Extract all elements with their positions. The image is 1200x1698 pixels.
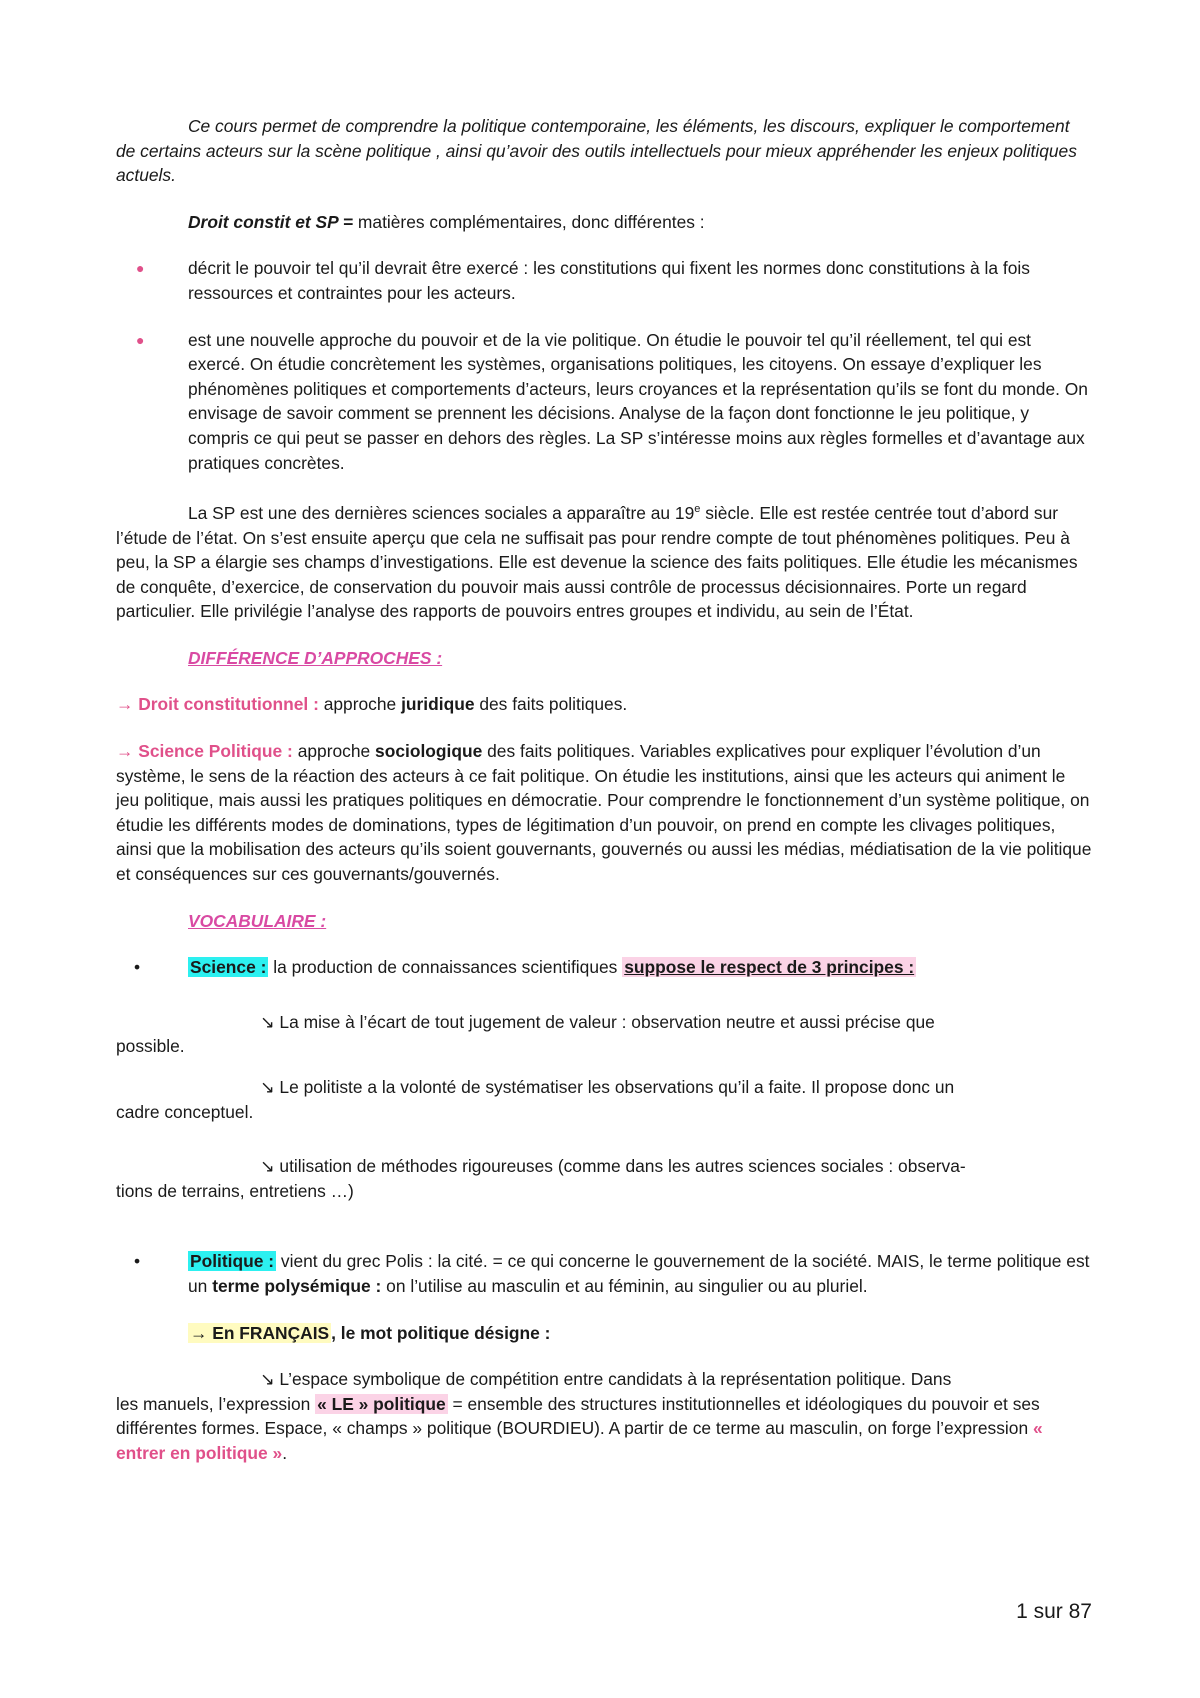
droit-constit-paragraph — [116, 692, 1092, 717]
en-francais-line — [116, 1321, 1092, 1346]
principle-2 — [116, 1075, 1092, 1124]
sp-text-after: siècle. Elle est restée centrée tout d’abord sur l’étude de l’état. On s’est ensuite aperçu que cela ne suffisait pas pour rendre compte de tout phénomènes politiques. Peu à peu, la SP a élargie ses champs d’investigations. Elle est devenue la science des faits politiques. Elle étudie les mécanismes de conquête, d’exercice, de conservation du pouvoir mais aussi contrôle de processus décisionnaires. Porte un regard particulier. Elle privilégie l’analyse des rapports de pouvoirs entres groupes et individu, au sein de l’État. — [116, 502, 1078, 622]
text-span: des faits politiques. — [474, 694, 628, 715]
principle-first-line: ↘ utilisation de méthodes rigoureuses (comme dans les autres sciences sociales : observa- — [260, 1156, 966, 1177]
le-politique-highlight: « LE » politique — [317, 1393, 446, 1414]
science-text: la production de connaissances scientifiques — [268, 957, 623, 978]
text-span: des faits politiques. Variables explicatives pour expliquer l’évolution d’un système, le sens de la réaction des acteurs à ce fait politique. On étudie les institutions, ainsi que les acteurs qui animent le jeu politique, mais aussi les pratiques politiques en démocratie. Pour comprendre le fonctionnement d’un système politique, on étudie les différents modes de dominations, types de légitimation d’un pouvoir, on prend en compte les clivages politiques, ainsi que la mobilisation des acteurs qu’ils soient gouvernants, gouvernés ou aussi les médias, médiatisation de la vie politique et conséquences sur ces gouvernants/gouvernés. — [116, 741, 1092, 885]
bold-term: sociologique — [375, 741, 483, 762]
principle-rest: tions de terrains, entretiens …) — [116, 1180, 354, 1201]
text-span: = ensemble des structures institutionnelles et idéologiques du pouvoir et ses différentes formes. Espace, « champs » politique (BOURDIEU). A partir de ce terme au masculin, on forge l’expression — [116, 1393, 1040, 1439]
entrer-en-politique: « entrer en politique » — [116, 1418, 1043, 1463]
section-heading-vocabulaire — [116, 909, 1092, 934]
pink-bullet-icon: ● — [136, 331, 145, 348]
espace-first-line: ↘ L’espace symbolique de compétition entre candidats à la représentation politique. Dans — [260, 1369, 952, 1390]
bullet-icon: • — [134, 1251, 141, 1272]
text-span: approche — [292, 741, 376, 762]
heading-text: DIFFÉRENCE D’APPROCHES : — [188, 647, 443, 668]
espace-rest — [116, 1392, 1092, 1466]
principle-first-line: ↘ Le politiste a la volonté de systématiser les observations qu’il a faite. Il propose donc un — [260, 1077, 955, 1098]
text-span: on l’utilise au masculin et au féminin, au singulier ou au pluriel. — [381, 1275, 868, 1296]
pink-bullet-icon: ● — [136, 260, 145, 277]
page-content — [116, 114, 1092, 1466]
droit-sp-paragraph — [116, 210, 1092, 235]
heading-text: VOCABULAIRE : — [188, 910, 327, 931]
bullet-icon: • — [134, 957, 141, 978]
bold-term: terme polysémique : — [212, 1275, 382, 1296]
science-highlight: suppose le respect de 3 principes : — [624, 957, 915, 978]
science-po-paragraph — [116, 739, 1092, 887]
principle-3 — [116, 1154, 1092, 1203]
text-span: vient du grec Polis : la cité. = ce qui concerne le gouvernement de la société. MAIS, le terme politique est un — [188, 1251, 1090, 1296]
principle-first-line: ↘ La mise à l’écart de tout jugement de valeur : observation neutre et aussi précise que — [260, 1011, 935, 1032]
list-item-sp — [116, 328, 1092, 476]
sp-superscript: e — [694, 503, 701, 516]
science-po-label: → Science Politique : — [116, 741, 293, 762]
politique-label: Politique : — [190, 1251, 275, 1272]
principle-rest: cadre conceptuel. — [116, 1101, 254, 1122]
sp-text-before: La SP est une des dernières sciences sociales a apparaître au 19 — [188, 502, 695, 523]
bold-term: juridique — [401, 694, 475, 715]
science-label: Science : — [190, 957, 267, 978]
text-span: . — [282, 1442, 288, 1463]
list-item-text: est une nouvelle approche du pouvoir et de la vie politique. On étudie le pouvoir tel qu’il réellement, tel qui est exercé. On étudie concrètement les systèmes, organisations politiques, les citoyens. On essaye d’expliquer les phénomènes politiques et comportements d’acteurs, leurs croyances et la représentation qu’ils se font du monde. On envisage de savoir comment se prennent les décisions. Analyse de la façon dont fonctionne le jeu politique, y compris ce qui peut se passer en dehors des règles. La SP s’intéresse moins aux règles formelles et d’avantage aux pratiques concrètes. — [188, 329, 1088, 473]
droit-constit-label: → Droit constitutionnel : — [116, 694, 319, 715]
section-heading-differences — [116, 646, 1092, 671]
en-francais-rest: , le mot politique désigne : — [331, 1322, 551, 1343]
principle-rest: possible. — [116, 1036, 185, 1057]
text-span: approche — [318, 694, 402, 715]
droit-sp-text: matières complémentaires, donc différentes : — [353, 211, 705, 232]
principle-1 — [116, 1010, 1092, 1059]
intro-paragraph: Ce cours permet de comprendre la politique contemporaine, les éléments, les discours, expliquer le comportement de certains acteurs sur la scène politique , ainsi qu’avoir des outils intellectuels pour mieux appréhender les enjeux politiques actuels. — [116, 116, 1077, 186]
sp-paragraph — [116, 497, 1092, 624]
espace-paragraph — [116, 1367, 1092, 1465]
page-number: 1 sur 87 — [1016, 1600, 1092, 1623]
droit-sp-label: Droit constit et SP = — [188, 211, 354, 232]
list-item-droit — [116, 256, 1092, 305]
list-item-science — [116, 955, 1092, 980]
list-item-politique — [116, 1249, 1092, 1298]
text-span: les manuels, l’expression — [116, 1393, 316, 1414]
en-francais-highlight: → En FRANÇAIS — [190, 1322, 330, 1343]
list-item-text: décrit le pouvoir tel qu’il devrait être exercé : les constitutions qui fixent les normes donc constitutions à la fois ressources et contraintes pour les acteurs. — [188, 258, 1030, 303]
